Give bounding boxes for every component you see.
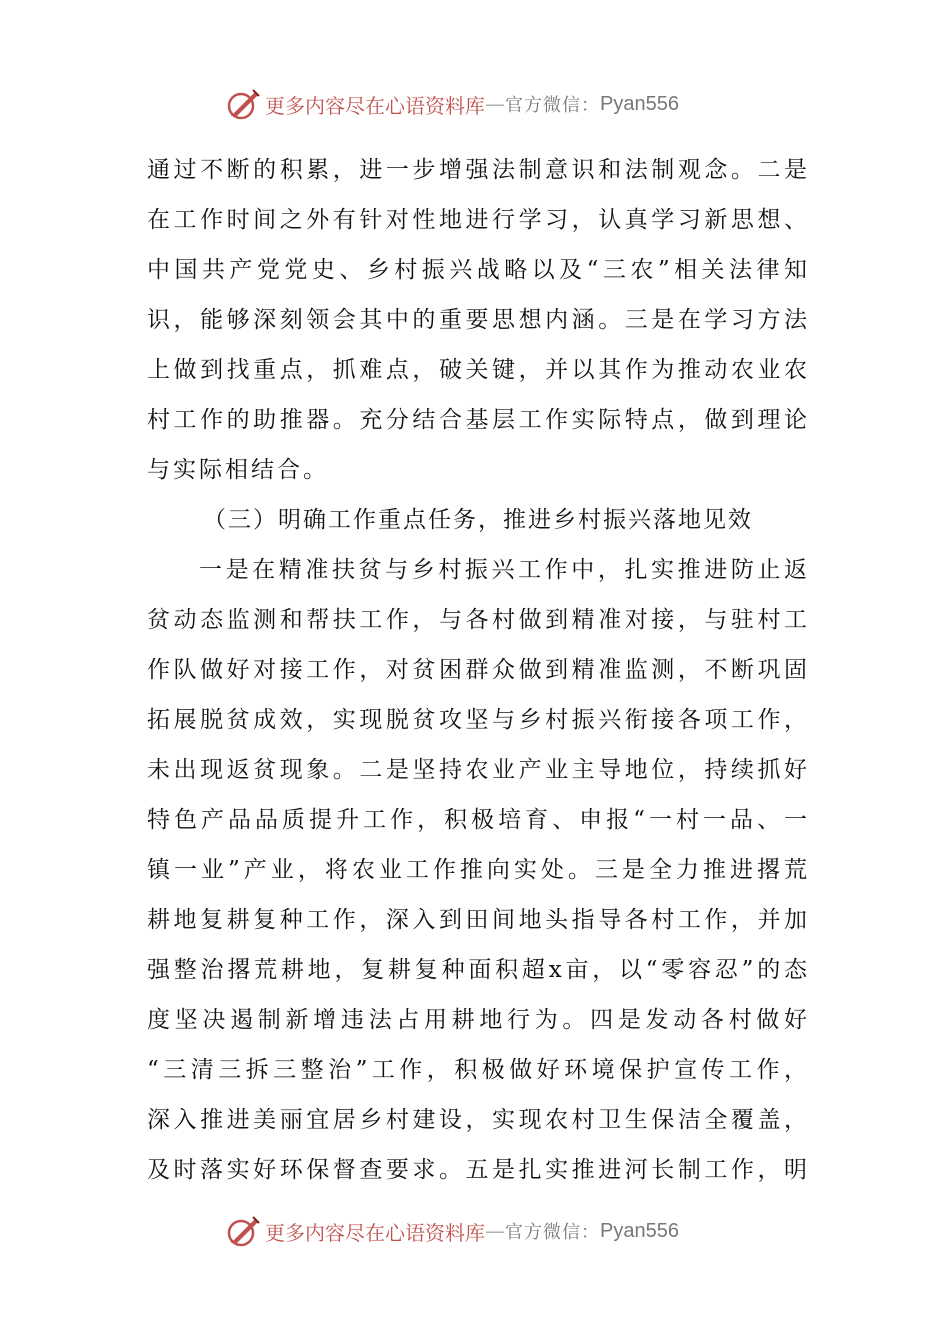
header-watermark <box>225 84 679 124</box>
text-line: 特色产品品质提升工作，积极培育、申报“一村一品、一 <box>147 807 807 833</box>
text-line: 上做到找重点，抓难点，破关键，并以其作为推动农业农 <box>147 357 807 383</box>
text-line: 未出现返贫现象。二是坚持农业产业主导地位，持续抓好 <box>147 757 807 783</box>
text-line: 识，能够深刻领会其中的重要思想内涵。三是在学习方法 <box>147 307 807 333</box>
text-line: 村工作的助推器。充分结合基层工作实际特点，做到理论 <box>147 407 807 433</box>
quill-logo-icon <box>225 86 261 122</box>
text-line: 镇一业”产业，将农业工作推向实处。三是全力推进撂荒 <box>147 857 807 883</box>
text-line: 及时落实好环保督查要求。五是扎实推进河长制工作，明 <box>147 1157 807 1183</box>
text-line: 耕地复耕复种工作，深入到田间地头指导各村工作，并加 <box>147 907 807 933</box>
watermark-site-name: 更多内容尽在心语资料库 <box>265 93 485 118</box>
watermark-official-label: 官方微信： <box>505 95 600 116</box>
section-heading: （三）明确工作重点任务，推进乡村振兴落地见效 <box>203 507 753 533</box>
text-line: 通过不断的积累，进一步增强法制意识和法制观念。二是 <box>147 157 807 183</box>
text-line: 与实际相结合。 <box>147 457 329 483</box>
text-line: 拓展脱贫成效，实现脱贫攻坚与乡村振兴衔接各项工作， <box>147 707 807 733</box>
watermark-dash: — <box>485 1219 505 1243</box>
quill-logo-icon <box>225 1213 261 1249</box>
watermark-dash: — <box>485 92 505 116</box>
text-line: 中国共产党党史、乡村振兴战略以及“三农”相关法律知 <box>147 257 807 283</box>
watermark-official-label: 官方微信： <box>505 1222 600 1243</box>
document-body <box>147 145 807 1195</box>
text-line: 在工作时间之外有针对性地进行学习，认真学习新思想、 <box>147 207 807 233</box>
text-line: 贫动态监测和帮扶工作，与各村做到精准对接，与驻村工 <box>147 607 807 633</box>
watermark-wechat-id: Pyan556 <box>600 1219 679 1242</box>
text-line: “三清三拆三整治”工作，积极做好环境保护宣传工作， <box>147 1057 807 1083</box>
text-line: 强整治撂荒耕地，复耕复种面积超x亩，以“零容忍”的态 <box>147 957 807 983</box>
watermark-wechat-id: Pyan556 <box>600 92 679 115</box>
text-line: 作队做好对接工作，对贫困群众做到精准监测，不断巩固 <box>147 657 807 683</box>
text-line: 度坚决遏制新增违法占用耕地行为。四是发动各村做好 <box>147 1007 807 1033</box>
watermark-site-name: 更多内容尽在心语资料库 <box>265 1220 485 1245</box>
text-line: 深入推进美丽宜居乡村建设，实现农村卫生保洁全覆盖， <box>147 1107 807 1133</box>
text-line: 一是在精准扶贫与乡村振兴工作中，扎实推进防止返 <box>199 557 807 583</box>
footer-watermark <box>225 1211 679 1251</box>
